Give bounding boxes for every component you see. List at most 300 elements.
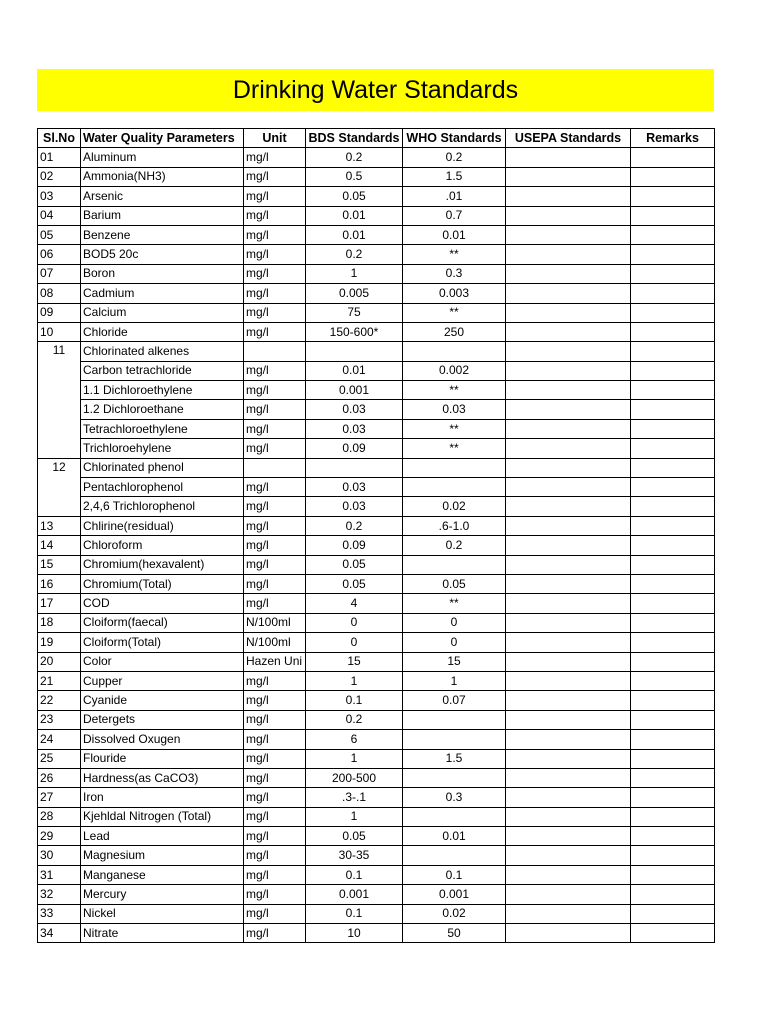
cell-who: 0.001	[403, 885, 506, 904]
table-row	[38, 904, 715, 923]
cell-bds: 0.001	[306, 885, 403, 904]
cell-parameter: Boron	[81, 264, 244, 283]
cell-usepa	[506, 245, 631, 264]
cell-slno: 23	[38, 710, 81, 729]
cell-slno: 16	[38, 574, 81, 593]
table-row	[38, 458, 715, 477]
cell-unit: mg/l	[244, 827, 306, 846]
cell-parameter: Cloiform(faecal)	[81, 613, 244, 632]
cell-slno: 27	[38, 788, 81, 807]
cell-bds: .3-.1	[306, 788, 403, 807]
cell-unit	[244, 458, 306, 477]
cell-who: 1.5	[403, 167, 506, 186]
cell-usepa	[506, 381, 631, 400]
cell-slno: 02	[38, 167, 81, 186]
cell-usepa	[506, 419, 631, 438]
cell-parameter: COD	[81, 594, 244, 613]
cell-parameter: Cadmium	[81, 284, 244, 303]
cell-unit: mg/l	[244, 225, 306, 244]
cell-usepa	[506, 284, 631, 303]
cell-who: 0.01	[403, 827, 506, 846]
table-row	[38, 846, 715, 865]
cell-remarks	[631, 167, 715, 186]
cell-remarks	[631, 400, 715, 419]
cell-bds: 0.005	[306, 284, 403, 303]
cell-slno: 30	[38, 846, 81, 865]
cell-bds: 4	[306, 594, 403, 613]
cell-usepa	[506, 671, 631, 690]
cell-remarks	[631, 381, 715, 400]
cell-who	[403, 478, 506, 497]
header-slno: Sl.No	[38, 129, 81, 148]
standards-table	[37, 128, 715, 943]
cell-parameter: Tetrachloroethylene	[81, 419, 244, 438]
cell-remarks	[631, 342, 715, 361]
cell-bds: 0.2	[306, 245, 403, 264]
cell-unit: mg/l	[244, 264, 306, 283]
cell-parameter: Magnesium	[81, 846, 244, 865]
cell-remarks	[631, 613, 715, 632]
cell-slno: 33	[38, 904, 81, 923]
cell-slno: 31	[38, 865, 81, 884]
cell-remarks	[631, 187, 715, 206]
cell-bds: 0.03	[306, 478, 403, 497]
cell-bds: 0.01	[306, 206, 403, 225]
table-row	[38, 671, 715, 690]
cell-usepa	[506, 342, 631, 361]
cell-parameter: Cyanide	[81, 691, 244, 710]
cell-who: **	[403, 245, 506, 264]
cell-who	[403, 555, 506, 574]
cell-remarks	[631, 439, 715, 458]
cell-usepa	[506, 691, 631, 710]
cell-who	[403, 458, 506, 477]
cell-bds: 0.1	[306, 691, 403, 710]
cell-bds: 75	[306, 303, 403, 322]
cell-usepa	[506, 264, 631, 283]
cell-remarks	[631, 788, 715, 807]
cell-parameter: Detergets	[81, 710, 244, 729]
cell-slno: 05	[38, 225, 81, 244]
cell-bds: 0.2	[306, 710, 403, 729]
cell-bds: 0.1	[306, 865, 403, 884]
cell-who: **	[403, 381, 506, 400]
cell-who: 0.002	[403, 361, 506, 380]
cell-remarks	[631, 303, 715, 322]
cell-unit: mg/l	[244, 807, 306, 826]
cell-slno: 15	[38, 555, 81, 574]
table-body	[38, 148, 715, 943]
cell-unit: mg/l	[244, 885, 306, 904]
cell-parameter: Nitrate	[81, 924, 244, 943]
cell-remarks	[631, 904, 715, 923]
cell-slno: 07	[38, 264, 81, 283]
cell-remarks	[631, 478, 715, 497]
cell-remarks	[631, 671, 715, 690]
cell-who: **	[403, 419, 506, 438]
cell-remarks	[631, 633, 715, 652]
table-row	[38, 264, 715, 283]
cell-usepa	[506, 574, 631, 593]
cell-unit: mg/l	[244, 730, 306, 749]
cell-bds: 1	[306, 671, 403, 690]
cell-remarks	[631, 710, 715, 729]
cell-parameter: Lead	[81, 827, 244, 846]
cell-unit: mg/l	[244, 749, 306, 768]
cell-unit: mg/l	[244, 187, 306, 206]
cell-who: 0.3	[403, 264, 506, 283]
page-title: Drinking Water Standards	[232, 75, 519, 104]
cell-who: 50	[403, 924, 506, 943]
header-remarks: Remarks	[631, 129, 715, 148]
cell-unit: mg/l	[244, 710, 306, 729]
cell-usepa	[506, 768, 631, 787]
cell-who: 0	[403, 613, 506, 632]
cell-unit: mg/l	[244, 574, 306, 593]
table-row	[38, 788, 715, 807]
cell-remarks	[631, 206, 715, 225]
cell-remarks	[631, 245, 715, 264]
cell-usepa	[506, 303, 631, 322]
cell-who: 0.003	[403, 284, 506, 303]
cell-usepa	[506, 458, 631, 477]
cell-slno: 03	[38, 187, 81, 206]
cell-unit: mg/l	[244, 594, 306, 613]
cell-slno: 11	[38, 342, 81, 458]
cell-usepa	[506, 187, 631, 206]
cell-usepa	[506, 924, 631, 943]
cell-unit: mg/l	[244, 303, 306, 322]
cell-unit: N/100ml	[244, 613, 306, 632]
table-row	[38, 167, 715, 186]
cell-remarks	[631, 846, 715, 865]
cell-who: 0.01	[403, 225, 506, 244]
cell-unit: mg/l	[244, 846, 306, 865]
cell-remarks	[631, 497, 715, 516]
cell-bds: 150-600*	[306, 322, 403, 341]
cell-usepa	[506, 516, 631, 535]
cell-usepa	[506, 478, 631, 497]
cell-who: 0.2	[403, 536, 506, 555]
cell-remarks	[631, 284, 715, 303]
cell-unit: mg/l	[244, 768, 306, 787]
header-bds: BDS Standards	[306, 129, 403, 148]
cell-slno: 08	[38, 284, 81, 303]
table-row	[38, 885, 715, 904]
cell-remarks	[631, 225, 715, 244]
cell-remarks	[631, 516, 715, 535]
cell-bds: 0.05	[306, 555, 403, 574]
table-row	[38, 574, 715, 593]
cell-bds: 0.05	[306, 187, 403, 206]
cell-usepa	[506, 555, 631, 574]
cell-remarks	[631, 555, 715, 574]
cell-parameter: Hardness(as CaCO3)	[81, 768, 244, 787]
table-row	[38, 652, 715, 671]
cell-remarks	[631, 419, 715, 438]
table-row	[38, 710, 715, 729]
cell-slno: 18	[38, 613, 81, 632]
cell-unit: mg/l	[244, 167, 306, 186]
cell-bds: 0.09	[306, 536, 403, 555]
table-row	[38, 613, 715, 632]
cell-unit: mg/l	[244, 245, 306, 264]
cell-unit: mg/l	[244, 516, 306, 535]
table-subrow	[38, 361, 715, 380]
header-usepa: USEPA Standards	[506, 129, 631, 148]
cell-who	[403, 730, 506, 749]
cell-remarks	[631, 148, 715, 167]
cell-bds: 0.001	[306, 381, 403, 400]
cell-parameter: Benzene	[81, 225, 244, 244]
cell-parameter: Chloride	[81, 322, 244, 341]
cell-remarks	[631, 768, 715, 787]
cell-who	[403, 342, 506, 361]
table-row	[38, 730, 715, 749]
table-subrow	[38, 400, 715, 419]
cell-unit	[244, 342, 306, 361]
cell-parameter: Trichloroehylene	[81, 439, 244, 458]
cell-bds: 6	[306, 730, 403, 749]
cell-bds: 0.2	[306, 516, 403, 535]
table-row	[38, 691, 715, 710]
cell-parameter: Barium	[81, 206, 244, 225]
cell-parameter: Chromium(Total)	[81, 574, 244, 593]
table-row	[38, 536, 715, 555]
cell-who: 0.2	[403, 148, 506, 167]
cell-unit: mg/l	[244, 555, 306, 574]
table-row	[38, 225, 715, 244]
table-row	[38, 807, 715, 826]
cell-who: 0	[403, 633, 506, 652]
table-row	[38, 768, 715, 787]
cell-unit: mg/l	[244, 497, 306, 516]
cell-remarks	[631, 924, 715, 943]
cell-unit: mg/l	[244, 904, 306, 923]
cell-usepa	[506, 788, 631, 807]
cell-unit: mg/l	[244, 691, 306, 710]
cell-slno: 29	[38, 827, 81, 846]
table-row	[38, 594, 715, 613]
cell-usepa	[506, 497, 631, 516]
cell-usepa	[506, 827, 631, 846]
cell-slno: 17	[38, 594, 81, 613]
cell-parameter: Flouride	[81, 749, 244, 768]
cell-unit: mg/l	[244, 284, 306, 303]
cell-who: 0.05	[403, 574, 506, 593]
cell-usepa	[506, 846, 631, 865]
cell-bds: 1	[306, 807, 403, 826]
cell-bds: 0	[306, 613, 403, 632]
cell-who: **	[403, 594, 506, 613]
cell-parameter: Calcium	[81, 303, 244, 322]
table-row	[38, 633, 715, 652]
table-subrow	[38, 497, 715, 516]
cell-remarks	[631, 536, 715, 555]
cell-slno: 04	[38, 206, 81, 225]
table-row	[38, 342, 715, 361]
cell-usepa	[506, 322, 631, 341]
cell-parameter: Mercury	[81, 885, 244, 904]
cell-unit: mg/l	[244, 788, 306, 807]
cell-usepa	[506, 710, 631, 729]
cell-parameter: Nickel	[81, 904, 244, 923]
cell-unit: mg/l	[244, 439, 306, 458]
cell-remarks	[631, 574, 715, 593]
cell-slno: 06	[38, 245, 81, 264]
cell-unit: mg/l	[244, 381, 306, 400]
title-banner	[37, 69, 714, 111]
table-row	[38, 284, 715, 303]
cell-bds: 200-500	[306, 768, 403, 787]
table-row	[38, 865, 715, 884]
table-subrow	[38, 478, 715, 497]
cell-usepa	[506, 904, 631, 923]
cell-usepa	[506, 361, 631, 380]
cell-unit: mg/l	[244, 924, 306, 943]
cell-unit: mg/l	[244, 671, 306, 690]
cell-bds: 0.2	[306, 148, 403, 167]
cell-who	[403, 807, 506, 826]
cell-parameter: Cupper	[81, 671, 244, 690]
cell-remarks	[631, 749, 715, 768]
cell-parameter: BOD5 20c	[81, 245, 244, 264]
cell-parameter: Chlorinated phenol	[81, 458, 244, 477]
cell-slno: 34	[38, 924, 81, 943]
cell-usepa	[506, 594, 631, 613]
cell-remarks	[631, 458, 715, 477]
cell-who	[403, 846, 506, 865]
cell-usepa	[506, 807, 631, 826]
cell-unit: mg/l	[244, 361, 306, 380]
cell-bds: 0.1	[306, 904, 403, 923]
cell-parameter: Color	[81, 652, 244, 671]
cell-usepa	[506, 865, 631, 884]
cell-slno: 14	[38, 536, 81, 555]
cell-bds: 0.09	[306, 439, 403, 458]
cell-who: **	[403, 439, 506, 458]
cell-who: 0.02	[403, 497, 506, 516]
cell-parameter: Chloroform	[81, 536, 244, 555]
cell-who: 1.5	[403, 749, 506, 768]
table-subrow	[38, 381, 715, 400]
cell-bds: 0.05	[306, 827, 403, 846]
cell-parameter: Arsenic	[81, 187, 244, 206]
cell-slno: 26	[38, 768, 81, 787]
cell-bds: 0.03	[306, 497, 403, 516]
cell-unit: mg/l	[244, 478, 306, 497]
cell-bds: 0.03	[306, 419, 403, 438]
cell-usepa	[506, 148, 631, 167]
cell-unit: mg/l	[244, 419, 306, 438]
cell-slno: 25	[38, 749, 81, 768]
table-row	[38, 749, 715, 768]
cell-bds: 0.01	[306, 361, 403, 380]
cell-remarks	[631, 885, 715, 904]
cell-who: 0.02	[403, 904, 506, 923]
table-row	[38, 303, 715, 322]
cell-bds: 1	[306, 264, 403, 283]
cell-bds: 0	[306, 633, 403, 652]
cell-bds: 10	[306, 924, 403, 943]
cell-bds: 15	[306, 652, 403, 671]
cell-remarks	[631, 264, 715, 283]
cell-slno: 01	[38, 148, 81, 167]
cell-parameter: Aluminum	[81, 148, 244, 167]
cell-who: 250	[403, 322, 506, 341]
header-row	[38, 129, 715, 148]
cell-parameter: 1.2 Dichloroethane	[81, 400, 244, 419]
cell-who	[403, 710, 506, 729]
table-row	[38, 322, 715, 341]
cell-who: 1	[403, 671, 506, 690]
cell-who: 0.1	[403, 865, 506, 884]
cell-remarks	[631, 594, 715, 613]
cell-who: 0.07	[403, 691, 506, 710]
table-subrow	[38, 419, 715, 438]
table-row	[38, 516, 715, 535]
cell-parameter: Ammonia(NH3)	[81, 167, 244, 186]
cell-slno: 19	[38, 633, 81, 652]
cell-parameter: Chlirine(residual)	[81, 516, 244, 535]
cell-remarks	[631, 865, 715, 884]
cell-remarks	[631, 730, 715, 749]
cell-parameter: Manganese	[81, 865, 244, 884]
cell-parameter: Carbon tetrachloride	[81, 361, 244, 380]
cell-slno: 32	[38, 885, 81, 904]
cell-unit: mg/l	[244, 148, 306, 167]
cell-parameter: 2,4,6 Trichlorophenol	[81, 497, 244, 516]
cell-slno: 12	[38, 458, 81, 516]
cell-who: 15	[403, 652, 506, 671]
cell-remarks	[631, 691, 715, 710]
cell-bds	[306, 458, 403, 477]
cell-unit: Hazen Uni	[244, 652, 306, 671]
header-unit: Unit	[244, 129, 306, 148]
cell-who	[403, 768, 506, 787]
cell-parameter: Iron	[81, 788, 244, 807]
cell-usepa	[506, 225, 631, 244]
cell-unit: mg/l	[244, 536, 306, 555]
cell-remarks	[631, 652, 715, 671]
cell-who: **	[403, 303, 506, 322]
cell-parameter: Dissolved Oxugen	[81, 730, 244, 749]
cell-usepa	[506, 206, 631, 225]
cell-slno: 09	[38, 303, 81, 322]
cell-usepa	[506, 167, 631, 186]
cell-usepa	[506, 749, 631, 768]
table-subrow	[38, 439, 715, 458]
table-row	[38, 245, 715, 264]
cell-unit: N/100ml	[244, 633, 306, 652]
cell-remarks	[631, 322, 715, 341]
cell-bds: 0.5	[306, 167, 403, 186]
table-row	[38, 206, 715, 225]
cell-usepa	[506, 439, 631, 458]
cell-slno: 10	[38, 322, 81, 341]
cell-who: .6-1.0	[403, 516, 506, 535]
cell-unit: mg/l	[244, 322, 306, 341]
cell-slno: 13	[38, 516, 81, 535]
cell-bds: 0.05	[306, 574, 403, 593]
cell-bds	[306, 342, 403, 361]
cell-unit: mg/l	[244, 865, 306, 884]
table-row	[38, 827, 715, 846]
cell-slno: 24	[38, 730, 81, 749]
cell-bds: 1	[306, 749, 403, 768]
cell-bds: 30-35	[306, 846, 403, 865]
cell-unit: mg/l	[244, 206, 306, 225]
